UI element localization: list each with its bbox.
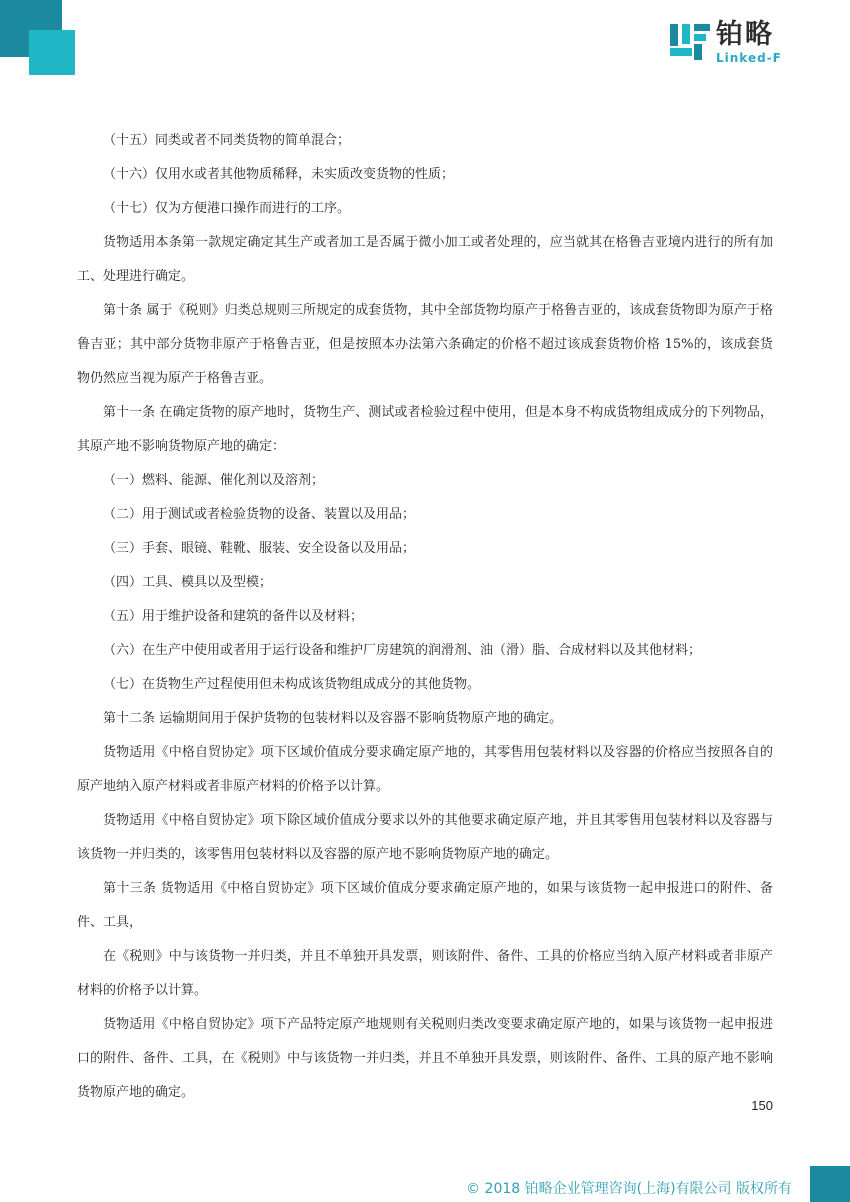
paragraph: 第十一条 在确定货物的原产地时，货物生产、测试或者检验过程中使用，但是本身不构成货物组成成分的下列物品，其原产地不影响货物原产地的确定： [77, 405, 773, 454]
paragraph: （十五）同类或者不同类货物的简单混合； [103, 133, 351, 148]
paragraph: 在《税则》中与该货物一并归类，并且不单独开具发票，则该附件、备件、工具的价格应当纳入原产材料或者非原产材料的价格予以计算。 [77, 949, 773, 998]
list-item: （七）在货物生产过程使用但未构成该货物组成成分的其他货物。 [103, 677, 481, 692]
paragraph: 货物适用《中格自贸协定》项下产品特定原产地规则有关税则归类改变要求确定原产地的，如果与该货物一起申报进口的附件、备件、工具，在《税则》中与该货物一并归类，并且不单独开具发票，则该附件、备件、工具的原产地不影响货物原产地的确定。 [77, 1017, 773, 1100]
list-item: （一）燃料、能源、催化剂以及溶剂； [103, 473, 325, 488]
paragraph: （十七）仅为方便港口操作而进行的工序。 [103, 201, 351, 216]
paragraph: 第十二条 运输期间用于保护货物的包装材料以及容器不影响货物原产地的确定。 [103, 711, 563, 726]
list-item: （五）用于维护设备和建筑的备件以及材料； [103, 609, 364, 624]
list-item: （三）手套、眼镜、鞋靴、服装、安全设备以及用品； [103, 541, 416, 556]
paragraph: 货物适用《中格自贸协定》项下区域价值成分要求确定原产地的，其零售用包装材料以及容器的价格应当按照各自的原产地纳入原产材料或者非原产材料的价格予以计算。 [77, 745, 773, 794]
corner-decoration-light [29, 30, 75, 75]
logo-mark-icon [668, 20, 712, 64]
list-item: （六）在生产中使用或者用于运行设备和维护厂房建筑的润滑剂、油（滑）脂、合成材料以及其他材料； [103, 643, 702, 658]
footer-copyright: © 2018 铂略企业管理咨询(上海)有限公司 版权所有 [466, 1181, 792, 1197]
document-body [77, 124, 773, 1110]
paragraph: 货物适用《中格自贸协定》项下除区域价值成分要求以外的其他要求确定原产地，并且其零售用包装材料以及容器与该货物一并归类的，该零售用包装材料以及容器的原产地不影响货物原产地的确定。 [77, 813, 773, 862]
paragraph: （十六）仅用水或者其他物质稀释，未实质改变货物的性质； [103, 167, 455, 182]
list-item: （二）用于测试或者检验货物的设备、装置以及用品； [103, 507, 416, 522]
paragraph: 第十三条 货物适用《中格自贸协定》项下区域价值成分要求确定原产地的，如果与该货物一起申报进口的附件、备件、工具， [77, 881, 773, 930]
paragraph: 第十条 属于《税则》归类总规则三所规定的成套货物，其中全部货物均原产于格鲁吉亚的，该成套货物即为原产于格鲁吉亚；其中部分货物非原产于格鲁吉亚，但是按照本办法第六条确定的价格不超过该成套货物价格 15%的，该成套货物仍然应当视为原产于格鲁吉亚。 [77, 303, 773, 386]
list-item: （四）工具、模具以及型模； [103, 575, 273, 590]
logo-chinese-text: 铂略 [716, 19, 774, 50]
logo-english-text: Linked-F [716, 51, 782, 65]
company-logo [668, 20, 800, 68]
paragraph: 货物适用本条第一款规定确定其生产或者加工是否属于微小加工或者处理的，应当就其在格鲁吉亚境内进行的所有加工、处理进行确定。 [77, 235, 773, 284]
footer-decoration [810, 1166, 850, 1202]
page-number: 150 [751, 1098, 773, 1113]
